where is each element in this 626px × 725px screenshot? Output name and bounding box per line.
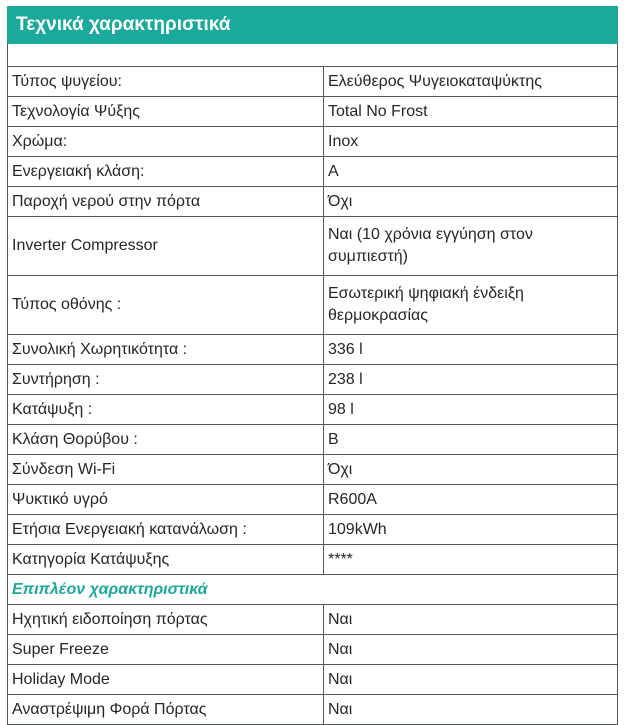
row-value: Όχι xyxy=(324,187,618,217)
table-row xyxy=(8,455,618,485)
row-label: Τεχνολογία Ψύξης xyxy=(8,97,324,127)
row-label: Αναστρέψιμη Φορά Πόρτας xyxy=(8,695,324,725)
row-label: Ενεργειακή κλάση: xyxy=(8,157,324,187)
row-value: Inox xyxy=(324,127,618,157)
row-label: Κατηγορία Κατάψυξης xyxy=(8,545,324,575)
spec-table xyxy=(7,6,618,725)
blank-row xyxy=(8,44,618,67)
table-row xyxy=(8,127,618,157)
row-label: Τύπος ψυγείου: xyxy=(8,67,324,97)
row-label: Κλάση Θορύβου : xyxy=(8,425,324,455)
row-label: Ηχητική ειδοποίηση πόρτας xyxy=(8,605,324,635)
row-value: Total No Frost xyxy=(324,97,618,127)
row-value: Ναι xyxy=(324,695,618,725)
row-value: A xyxy=(324,157,618,187)
row-label: Holiday Mode xyxy=(8,665,324,695)
table-row xyxy=(8,545,618,575)
table-row xyxy=(8,665,618,695)
row-value: Ναι xyxy=(324,665,618,695)
row-value: 336 l xyxy=(324,335,618,365)
row-label: Ετήσια Ενεργειακή κατανάλωση : xyxy=(8,515,324,545)
row-value: R600A xyxy=(324,485,618,515)
table-row xyxy=(8,635,618,665)
row-value: Ναι (10 χρόνια εγγύηση στον συμπιεστή) xyxy=(324,217,618,276)
table-row xyxy=(8,515,618,545)
table-row xyxy=(8,276,618,335)
table-row xyxy=(8,425,618,455)
row-label: Inverter Compressor xyxy=(8,217,324,276)
row-value: 109kWh xyxy=(324,515,618,545)
row-label: Σύνδεση Wi-Fi xyxy=(8,455,324,485)
row-label: Super Freeze xyxy=(8,635,324,665)
row-value: 238 l xyxy=(324,365,618,395)
table-title: Τεχνικά χαρακτηριστικά xyxy=(8,7,618,44)
table-row xyxy=(8,395,618,425)
table-row xyxy=(8,217,618,276)
row-value: **** xyxy=(324,545,618,575)
table-row xyxy=(8,187,618,217)
row-value: 98 l xyxy=(324,395,618,425)
table-row xyxy=(8,485,618,515)
row-value: Ναι xyxy=(324,605,618,635)
row-label: Τύπος οθόνης : xyxy=(8,276,324,335)
section-heading: Επιπλέον χαρακτηριστικά xyxy=(8,575,618,605)
row-label: Συνολική Χωρητικότητα : xyxy=(8,335,324,365)
row-value: Ελεύθερος Ψυγειοκαταψύκτης xyxy=(324,67,618,97)
row-value: B xyxy=(324,425,618,455)
table-row xyxy=(8,97,618,127)
row-value: Ναι xyxy=(324,635,618,665)
table-row xyxy=(8,67,618,97)
table-row xyxy=(8,365,618,395)
row-label: Κατάψυξη : xyxy=(8,395,324,425)
row-label: Συντήρηση : xyxy=(8,365,324,395)
row-label: Ψυκτικό υγρό xyxy=(8,485,324,515)
row-value: Όχι xyxy=(324,455,618,485)
row-value: Εσωτερική ψηφιακή ένδειξη θερμοκρασίας xyxy=(324,276,618,335)
row-label: Παροχή νερού στην πόρτα xyxy=(8,187,324,217)
table-row xyxy=(8,605,618,635)
table-row xyxy=(8,335,618,365)
table-row xyxy=(8,157,618,187)
table-row xyxy=(8,695,618,725)
row-label: Χρώμα: xyxy=(8,127,324,157)
